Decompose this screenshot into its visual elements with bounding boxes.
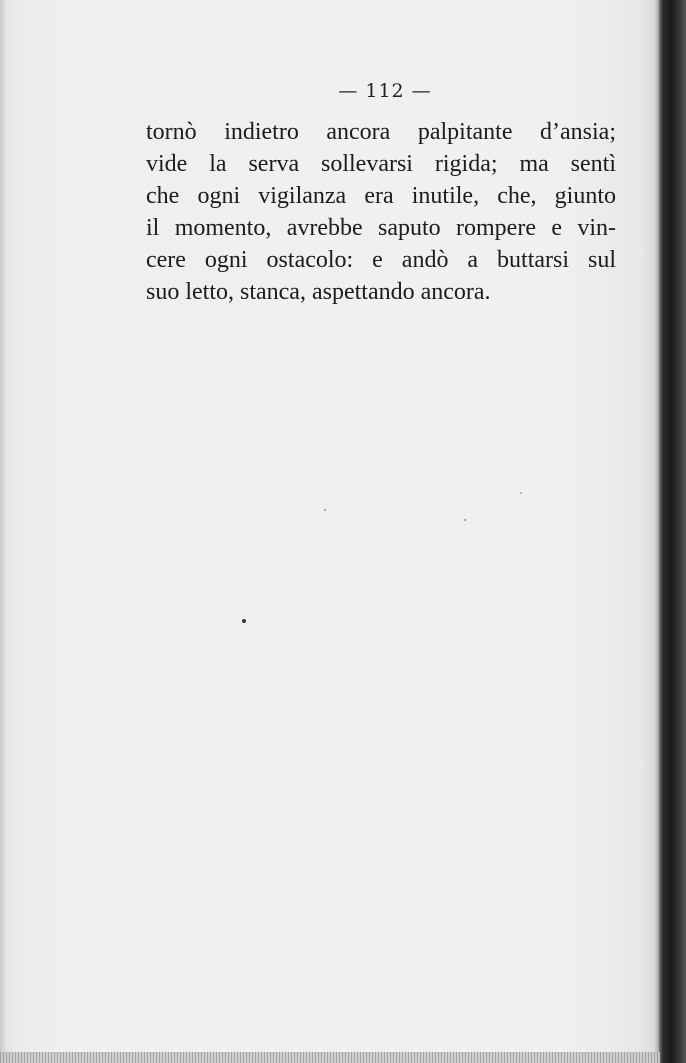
- text-line: tornò indietro ancora palpitante d’ansia;: [146, 119, 616, 145]
- text-line: vide la serva sollevarsi rigida; ma sentì: [146, 151, 616, 177]
- text-line: suo letto, stanca, aspettando ancora.: [146, 279, 491, 305]
- ink-speck: [520, 492, 522, 494]
- text-line: cere ogni ostacolo: e andò a buttarsi sul: [146, 247, 616, 273]
- ink-speck: [464, 519, 466, 521]
- text-line: che ogni vigilanza era inutile, che, giunto: [146, 183, 616, 209]
- text-line: il momento, avrebbe saputo rompere e vin-: [146, 215, 616, 241]
- page-left-edge: [0, 0, 6, 1063]
- book-spine: [659, 0, 686, 1063]
- body-text: [146, 116, 616, 308]
- ink-speck: [242, 619, 246, 623]
- ink-speck: [324, 509, 326, 511]
- page-bottom-edge: [0, 1052, 660, 1063]
- page-number: — 112 —: [338, 80, 432, 102]
